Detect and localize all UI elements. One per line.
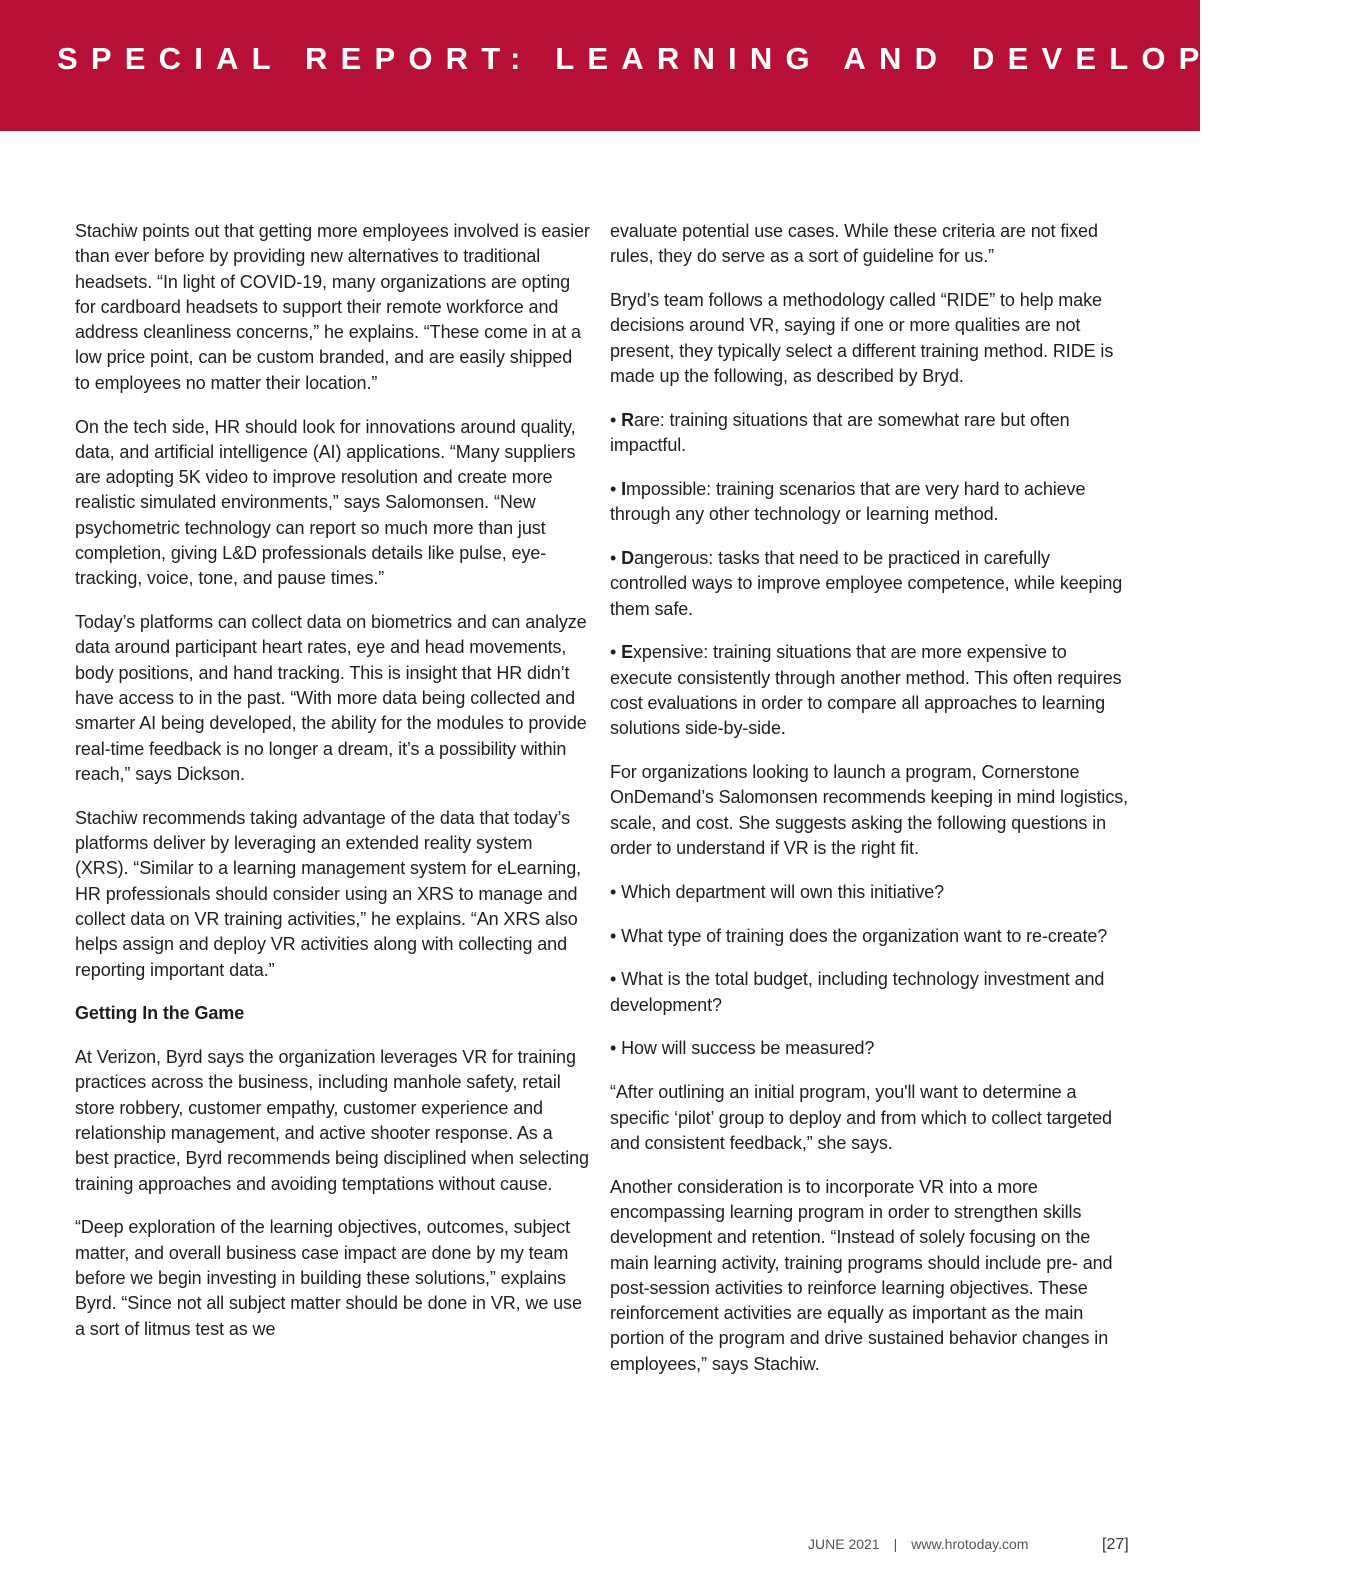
ride-letter: E [621, 642, 634, 663]
body-paragraph: “Deep exploration of the learning objectives, outcomes, subject matter, and overall business case impact are done by my team before we begin investing in building these solutions,” explains Byrd. “Since not all subject matter should be done in VR, we use a sort of litmus test as we [75, 1217, 582, 1339]
body-paragraph: evaluate potential use cases. While these criteria are not fixed rules, they do serve as a sort of guideline for us.” [610, 221, 1098, 267]
bullet: • [610, 409, 622, 430]
body-paragraph: Stachiw points out that getting more employees involved is easier than ever before by providing new alternatives to traditional headsets. “In light of COVID-19, many organizations are opting for cardboard headsets to support their remote workforce and address cleanliness concerns,” he explains. “These come in at a low price point, can be custom branded, and are easily shipped to employees no matter their location.” [75, 221, 590, 393]
ride-letter: I [621, 478, 627, 499]
ride-letter: D [621, 547, 635, 568]
ride-item [610, 408, 1130, 459]
ride-item [610, 640, 1130, 741]
ride-text: angerous: tasks that need to be practiced in carefully controlled ways to improve employee competence, while keeping them safe. [610, 547, 1123, 619]
issue-date: JUNE 2021 [808, 1536, 880, 1552]
ride-text: are: training situations that are somewhat rare but often impactful. [610, 409, 1070, 456]
bullet: • [610, 642, 622, 663]
website-link[interactable]: www.hrotoday.com [911, 1536, 1029, 1552]
section-title: SPECIAL REPORT: LEARNING AND DEVELOPMENT [57, 41, 1353, 76]
subheading: Getting In the Game [75, 1003, 245, 1024]
ride-letter: R [621, 409, 635, 430]
bullet: • [610, 478, 622, 499]
body-paragraph: At Verizon, Byrd says the organization leverages VR for training practices across the business, including manhole safety, retail store robbery, customer empathy, customer experience and relationship management, and active shooter response. As a best practice, Byrd recommends being disciplined when selecting training approaches and avoiding temptations without cause. [75, 1047, 589, 1194]
ride-text: mpossible: training scenarios that are very hard to achieve through any other technology or learning method. [610, 478, 1086, 525]
page-footer [808, 1536, 1028, 1552]
ride-text: xpensive: training situations that are more expensive to execute consistently through another method. This often requires cost evaluations in order to compare all approaches to learning solutions side-by-side. [610, 642, 1122, 739]
left-column [75, 219, 590, 1360]
question-item: • How will success be measured? [610, 1038, 875, 1059]
body-paragraph: Today’s platforms can collect data on biometrics and can analyze data around participant heart rates, eye and head movements, body positions, and hand tracking. This is insight that HR didn’t have access to in the past. “With more data being collected and smarter AI being developed, the ability for the modules to provide real-time feedback is no longer a dream, it’s a possibility within reach,” says Dickson. [75, 612, 587, 784]
question-item: • Which department will own this initiative? [610, 881, 945, 902]
page-number: [27] [1102, 1536, 1129, 1553]
ride-item [610, 477, 1130, 528]
header-banner [0, 0, 1353, 131]
bullet: • [610, 547, 622, 568]
footer-separator: | [893, 1536, 898, 1552]
question-item: • What type of training does the organization want to re-create? [610, 925, 1108, 946]
right-column [610, 219, 1130, 1395]
body-paragraph: Bryd’s team follows a methodology called “RIDE” to help make decisions around VR, saying if one or more qualities are not present, they typically select a different training method. RIDE is made up the following, as described by Bryd. [610, 290, 1114, 386]
body-paragraph: On the tech side, HR should look for innovations around quality, data, and artificial intelligence (AI) applications. “Many suppliers are adopting 5K video to improve resolution and create more realistic simulated environments,” says Salomonsen. “New psychometric technology can report so much more than just completion, giving L&D professionals details like pulse, eye-tracking, voice, tone, and pause times.” [75, 416, 576, 589]
ride-item [610, 546, 1130, 622]
body-paragraph: “After outlining an initial program, you'll want to determine a specific ‘pilot’ group to deploy and from which to collect targeted and consistent feedback,” she says. [610, 1082, 1112, 1153]
body-paragraph: Stachiw recommends taking advantage of the data that today’s platforms deliver by leveraging an extended reality system (XRS). “Similar to a learning management system for eLearning, HR professionals should consider using an XRS to manage and collect data on VR training activities,” he explains. “An XRS also helps assign and deploy VR activities along with collecting and reporting important data.” [75, 807, 582, 980]
question-item: • What is the total budget, including technology investment and development? [610, 969, 1105, 1015]
body-paragraph: For organizations looking to launch a program, Cornerstone OnDemand’s Salomonsen recommends keeping in mind logistics, scale, and cost. She suggests asking the following questions in order to understand if VR is the right fit. [610, 762, 1129, 858]
body-paragraph: Another consideration is to incorporate VR into a more encompassing learning program in order to strengthen skills development and retention. “Instead of solely focusing on the main learning activity, training programs should include pre- and post-session activities to reinforce learning objectives. These reinforcement activities are equally as important as the main portion of the program and drive sustained behavior changes in employees,” says Stachiw. [610, 1176, 1113, 1374]
